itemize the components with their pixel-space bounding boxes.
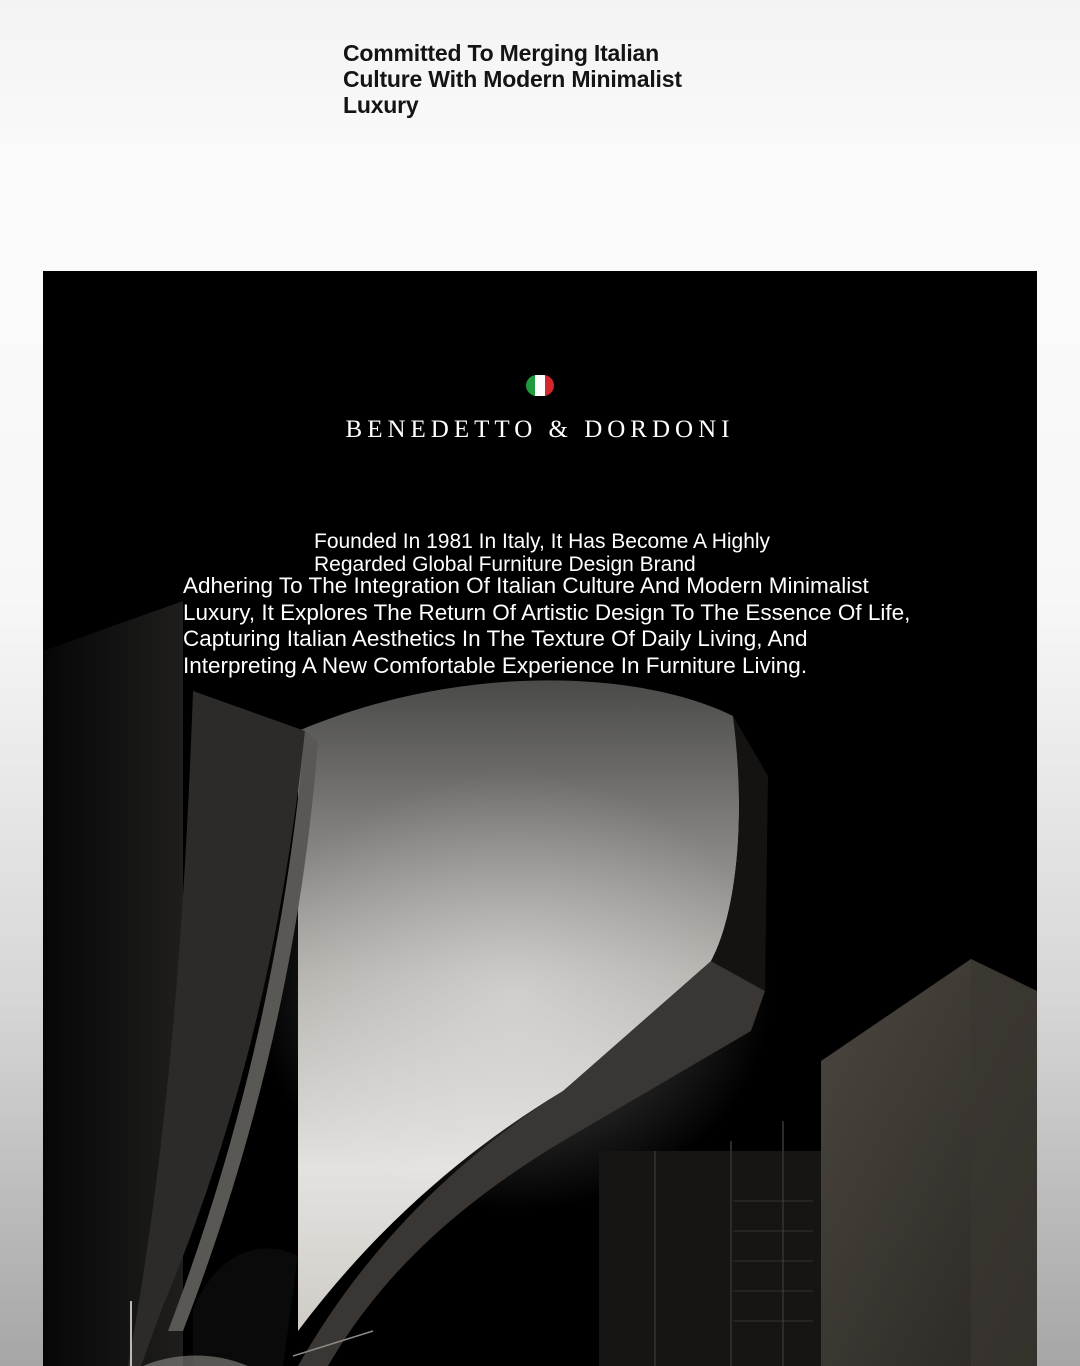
brand-hero-section bbox=[43, 271, 1037, 1366]
brand-description: Adhering To The Integration Of Italian Culture And Modern Minimalist Luxury, It Explores The Return Of Artistic Design To The Essence Of Life, Capturing Italian Aesthetics In The Texture Of Daily Living, And Interpreting A New Comfortable Experience In Furniture Living. bbox=[183, 573, 911, 678]
brand-subtitle: Founded In 1981 In Italy, It Has Become A Highly Regarded Global Furniture Design Brand bbox=[314, 530, 771, 576]
italian-flag-icon bbox=[526, 375, 554, 396]
brand-logo: BENEDETTO & DORDONI bbox=[345, 416, 735, 443]
page-title: Committed To Merging Italian Culture With Modern Minimalist Luxury bbox=[343, 40, 682, 118]
